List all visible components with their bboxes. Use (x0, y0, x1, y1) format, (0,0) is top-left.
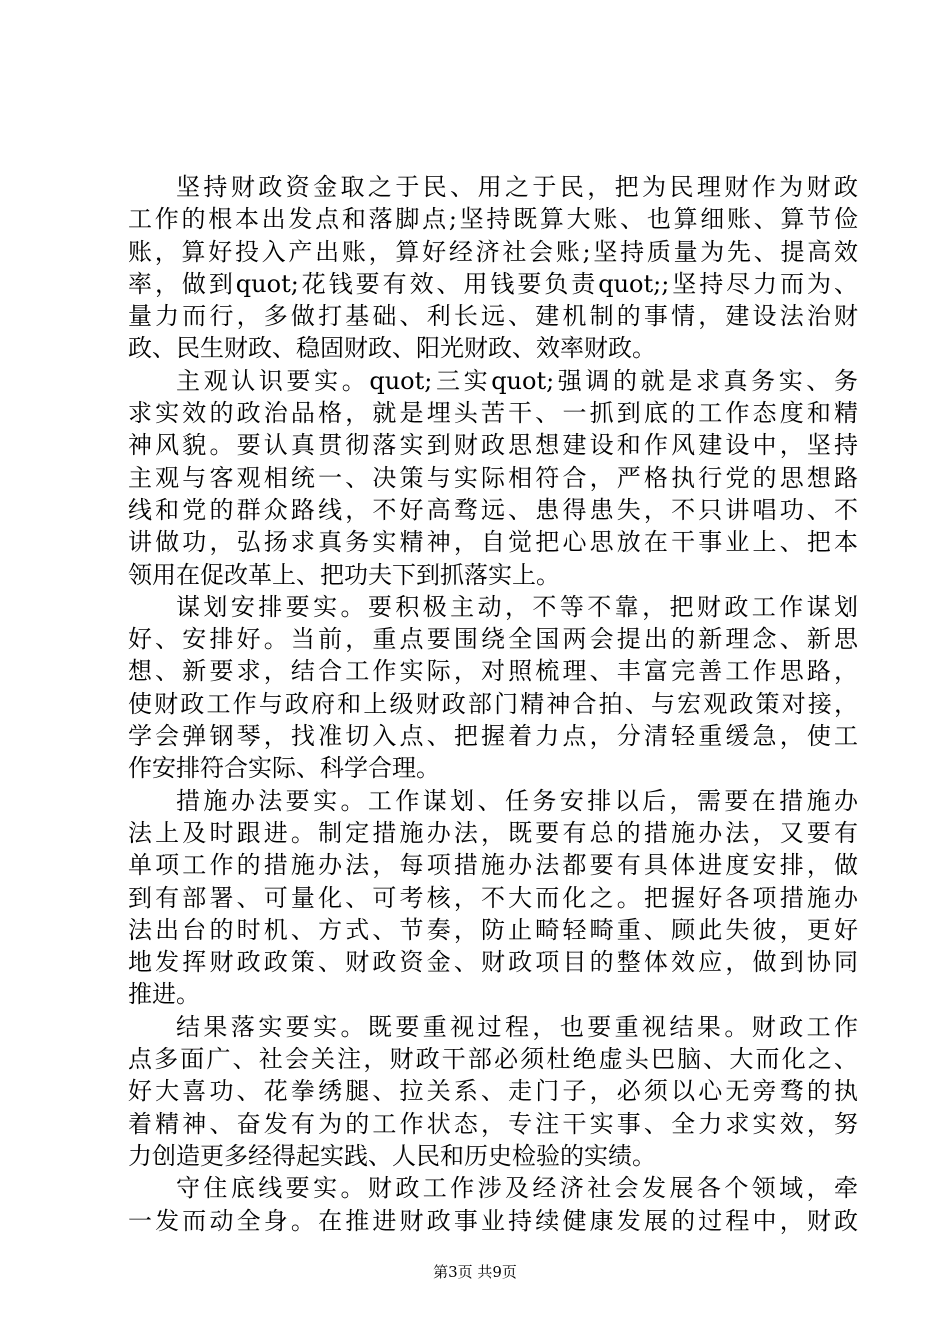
text-line: 点多面广、社会关注，财政干部必须杜绝虚头巴脑、大而化之、 (128, 1045, 858, 1074)
text-line: 着精神、奋发有为的工作状态，专注干实事、全力求实效，努 (128, 1109, 858, 1138)
paragraph (128, 785, 858, 1011)
text-line: 主观与客观相统一、决策与实际相符合，严格执行党的思想路 (128, 463, 858, 492)
body-text (128, 171, 858, 1237)
text-line: 推进。 (128, 980, 200, 1009)
text-line: 好大喜功、花拳绣腿、拉关系、走门子，必须以心无旁骛的执 (128, 1077, 858, 1106)
text-line: 求实效的政治品格，就是埋头苦干、一抓到底的工作态度和精 (128, 399, 858, 428)
text-line: 率，做到quot;花钱要有效、用钱要负责quot;;坚持尽力而为、 (128, 269, 858, 298)
paragraph (128, 591, 858, 785)
paragraph (128, 1172, 858, 1237)
text-line: 想、新要求，结合工作实际，对照梳理、丰富完善工作思路， (128, 657, 858, 686)
text-line: 地发挥财政政策、财政资金、财政项目的整体效应，做到协同 (128, 948, 858, 977)
paragraph (128, 365, 858, 591)
text-line: 账，算好投入产出账，算好经济社会账;坚持质量为先、提高效 (128, 237, 858, 266)
text-line: 领用在促改革上、把功夫下到抓落实上。 (128, 560, 560, 589)
text-line: 守住底线要实。财政工作涉及经济社会发展各个领域，牵 (176, 1174, 858, 1203)
text-line: 神风貌。要认真贯彻落实到财政思想建设和作风建设中，坚持 (128, 431, 858, 460)
text-line: 量力而行，多做打基础、利长远、建机制的事情，建设法治财 (128, 302, 858, 331)
text-line: 使财政工作与政府和上级财政部门精神合拍、与宏观政策对接， (128, 689, 858, 718)
paragraph (128, 1011, 858, 1172)
text-line: 到有部署、可量化、可考核，不大而化之。把握好各项措施办 (128, 883, 858, 912)
text-line: 学会弹钢琴，找准切入点、把握着力点，分清轻重缓急，使工 (128, 722, 858, 751)
text-line: 法出台的时机、方式、节奏，防止畸轻畸重、顾此失彼，更好 (128, 915, 858, 944)
text-line: 好、安排好。当前，重点要围绕全国两会提出的新理念、新思 (128, 625, 858, 654)
text-line: 法上及时跟进。制定措施办法，既要有总的措施办法，又要有 (128, 818, 858, 847)
text-line: 一发而动全身。在推进财政事业持续健康发展的过程中，财政 (128, 1206, 858, 1235)
text-line: 力创造更多经得起实践、人民和历史检验的实绩。 (128, 1141, 656, 1170)
paragraph (128, 171, 858, 365)
text-line: 主观认识要实。quot;三实quot;强调的就是求真务实、务 (176, 366, 858, 395)
text-line: 措施办法要实。工作谋划、任务安排以后，需要在措施办 (176, 786, 858, 815)
text-line: 结果落实要实。既要重视过程，也要重视结果。财政工作 (176, 1012, 858, 1041)
text-line: 坚持财政资金取之于民、用之于民，把为民理财作为财政 (176, 173, 858, 201)
text-line: 线和党的群众路线，不好高骛远、患得患失，不只讲唱功、不 (128, 495, 858, 524)
text-line: 工作的根本出发点和落脚点;坚持既算大账、也算细账、算节俭 (128, 205, 858, 234)
text-line: 讲做功，弘扬求真务实精神，自觉把心思放在干事业上、把本 (128, 528, 858, 557)
text-line: 作安排符合实际、科学合理。 (128, 754, 440, 783)
text-line: 政、民生财政、稳固财政、阳光财政、效率财政。 (128, 334, 656, 363)
text-line: 单项工作的措施办法，每项措施办法都要有具体进度安排，做 (128, 851, 858, 880)
page-footer: 第3页 共9页 (433, 1263, 517, 1281)
text-line: 谋划安排要实。要积极主动，不等不靠，把财政工作谋划 (176, 592, 858, 621)
